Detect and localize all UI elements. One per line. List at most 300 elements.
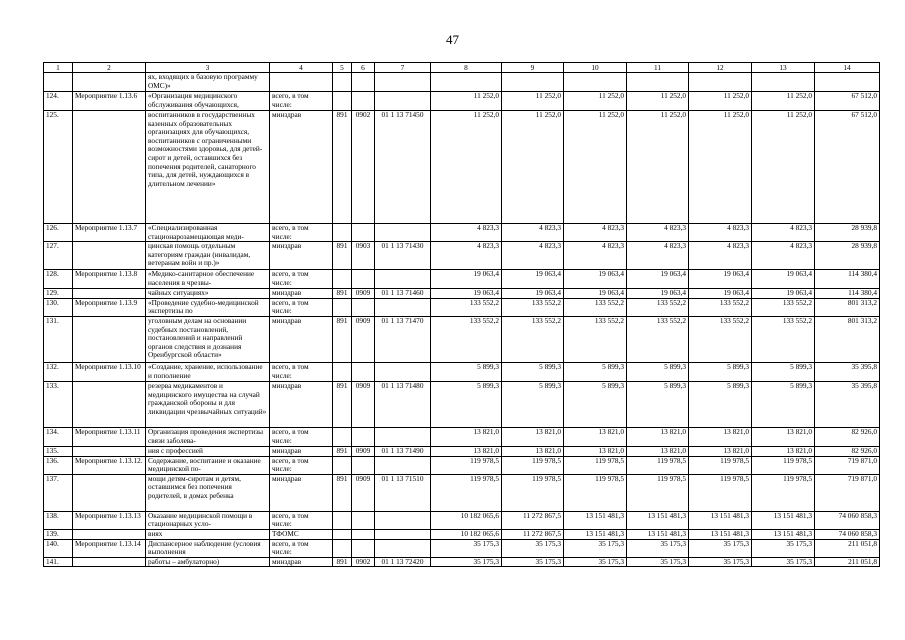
cell-section-code: 0909: [352, 474, 375, 511]
cell-executor: минздрав: [270, 381, 333, 427]
cell-year-2024: 133 552,2: [752, 298, 815, 316]
cell-total-sum: 28 939,8: [815, 224, 880, 242]
cell-year-2024: 5 899,3: [752, 362, 815, 381]
cell-year-2023: 4 823,3: [689, 224, 752, 242]
page-number: 47: [446, 32, 459, 47]
cell-event-description: цинская помощь отдельным категориям граждан (инвалидам, ветеранам войн и пр.)»: [146, 242, 270, 270]
cell-year-2024: 4 823,3: [752, 224, 815, 242]
cell-row-number: 137.: [44, 474, 73, 511]
column-header: 9: [502, 63, 564, 73]
cell-grbs-code: [333, 529, 352, 539]
cell-year-2019: 19 063,4: [431, 270, 502, 289]
cell-year-2024: 13 821,0: [752, 427, 815, 446]
cell-year-2024: 35 175,3: [752, 557, 815, 567]
cell-total-sum: 719 871,0: [815, 456, 880, 474]
cell-event-name: [73, 557, 146, 567]
cell-section-code: [352, 362, 375, 381]
cell-event-name: Мероприятие 1.13.12.: [73, 456, 146, 474]
cell-year-2023: 35 175,3: [689, 557, 752, 567]
cell-event-name: [73, 381, 146, 427]
cell-year-2022: 13 151 481,3: [627, 529, 689, 539]
cell-executor: всего, в том числе:: [270, 298, 333, 316]
cell-year-2019: [431, 73, 502, 92]
table-row: [44, 111, 880, 224]
cell-executor: минздрав: [270, 446, 333, 456]
cell-year-2020: 119 978,5: [502, 474, 564, 511]
cell-total-sum: 74 060 858,3: [815, 529, 880, 539]
cell-event-description: уголовным делам на основании судебных постановлений, постановлений и направлений органов следствия и дознания Оренбургской области»: [146, 316, 270, 362]
cell-year-2020: 133 552,2: [502, 316, 564, 362]
cell-total-sum: 801 313,2: [815, 298, 880, 316]
cell-event-name: [73, 446, 146, 456]
cell-target-article: [375, 92, 431, 111]
cell-section-code: [352, 529, 375, 539]
cell-event-name: [73, 289, 146, 299]
cell-target-article: [375, 529, 431, 539]
column-header: 4: [270, 63, 333, 73]
cell-year-2019: 10 182 065,6: [431, 511, 502, 529]
cell-grbs-code: 891: [333, 381, 352, 427]
cell-year-2024: 4 823,3: [752, 242, 815, 270]
column-header: 12: [689, 63, 752, 73]
cell-year-2023: 11 252,0: [689, 92, 752, 111]
cell-year-2024: 19 063,4: [752, 270, 815, 289]
table-row: [44, 289, 880, 299]
cell-year-2020: 19 063,4: [502, 289, 564, 299]
cell-year-2019: 133 552,2: [431, 298, 502, 316]
cell-year-2020: 5 899,3: [502, 381, 564, 427]
cell-target-article: 01 1 13 72420: [375, 557, 431, 567]
cell-target-article: 01 1 13 71480: [375, 381, 431, 427]
cell-year-2022: 119 978,5: [627, 456, 689, 474]
cell-row-number: 141.: [44, 557, 73, 567]
cell-event-description: чайных ситуациях»: [146, 289, 270, 299]
cell-section-code: 0902: [352, 557, 375, 567]
cell-year-2021: 133 552,2: [564, 316, 627, 362]
cell-year-2019: 19 063,4: [431, 289, 502, 299]
cell-year-2023: 11 252,0: [689, 111, 752, 224]
cell-executor: минздрав: [270, 111, 333, 224]
cell-year-2021: 119 978,5: [564, 456, 627, 474]
cell-year-2019: 11 252,0: [431, 111, 502, 224]
cell-year-2022: 5 899,3: [627, 381, 689, 427]
cell-target-article: 01 1 13 71430: [375, 242, 431, 270]
cell-year-2023: [689, 73, 752, 92]
cell-total-sum: 801 313,2: [815, 316, 880, 362]
cell-year-2020: 4 823,3: [502, 242, 564, 270]
cell-row-number: 140.: [44, 539, 73, 557]
cell-year-2022: 35 175,3: [627, 539, 689, 557]
column-header: 7: [375, 63, 431, 73]
cell-executor: всего, в том числе:: [270, 539, 333, 557]
column-header: 5: [333, 63, 352, 73]
cell-event-name: [73, 316, 146, 362]
cell-event-name: Мероприятие 1.13.7: [73, 224, 146, 242]
column-header: 14: [815, 63, 880, 73]
cell-section-code: 0903: [352, 242, 375, 270]
cell-year-2020: 11 252,0: [502, 92, 564, 111]
table-row: [44, 224, 880, 242]
cell-executor: всего, в том числе:: [270, 270, 333, 289]
cell-year-2023: 119 978,5: [689, 456, 752, 474]
cell-year-2023: 13 821,0: [689, 446, 752, 456]
cell-event-name: Мероприятие 1.13.8: [73, 270, 146, 289]
table-row: [44, 456, 880, 474]
cell-year-2023: 5 899,3: [689, 362, 752, 381]
cell-total-sum: 114 380,4: [815, 270, 880, 289]
cell-year-2022: 11 252,0: [627, 111, 689, 224]
cell-total-sum: 67 512,0: [815, 111, 880, 224]
cell-year-2024: 11 252,0: [752, 111, 815, 224]
cell-section-code: [352, 427, 375, 446]
cell-section-code: [352, 224, 375, 242]
cell-year-2021: 5 899,3: [564, 381, 627, 427]
cell-grbs-code: 891: [333, 446, 352, 456]
column-header: 1: [44, 63, 73, 73]
cell-year-2020: 11 272 867,5: [502, 529, 564, 539]
table-row: [44, 316, 880, 362]
cell-section-code: 0909: [352, 316, 375, 362]
table-row: [44, 511, 880, 529]
cell-event-description: Организация проведения экспертизы связи заболева-: [146, 427, 270, 446]
cell-year-2024: 13 151 481,3: [752, 529, 815, 539]
table-row: [44, 242, 880, 270]
cell-year-2020: 35 175,3: [502, 539, 564, 557]
cell-section-code: [352, 456, 375, 474]
cell-target-article: 01 1 13 71510: [375, 474, 431, 511]
cell-grbs-code: 891: [333, 289, 352, 299]
cell-grbs-code: [333, 224, 352, 242]
cell-year-2024: 5 899,3: [752, 381, 815, 427]
cell-target-article: [375, 511, 431, 529]
cell-year-2020: 119 978,5: [502, 456, 564, 474]
cell-row-number: 130.: [44, 298, 73, 316]
cell-year-2019: 4 823,3: [431, 224, 502, 242]
cell-year-2022: 11 252,0: [627, 92, 689, 111]
cell-event-name: Мероприятие 1.13.6: [73, 92, 146, 111]
cell-event-name: [73, 111, 146, 224]
cell-executor: минздрав: [270, 316, 333, 362]
cell-row-number: [44, 73, 73, 92]
cell-target-article: [375, 456, 431, 474]
cell-year-2021: 13 151 481,3: [564, 529, 627, 539]
cell-event-name: Мероприятие 1.13.9: [73, 298, 146, 316]
table-row: [44, 427, 880, 446]
cell-year-2024: 35 175,3: [752, 539, 815, 557]
cell-year-2020: [502, 73, 564, 92]
cell-year-2023: 5 899,3: [689, 381, 752, 427]
cell-grbs-code: 891: [333, 242, 352, 270]
cell-target-article: [375, 224, 431, 242]
cell-section-code: [352, 270, 375, 289]
cell-year-2022: 13 821,0: [627, 427, 689, 446]
cell-executor: [270, 73, 333, 92]
cell-event-description: «Создание, хранение, использование и пополнение: [146, 362, 270, 381]
cell-section-code: [352, 539, 375, 557]
cell-row-number: 124.: [44, 92, 73, 111]
cell-year-2021: 11 252,0: [564, 92, 627, 111]
column-header: 2: [73, 63, 146, 73]
table-row: [44, 539, 880, 557]
cell-year-2022: 13 151 481,3: [627, 511, 689, 529]
cell-target-article: [375, 270, 431, 289]
table-row: [44, 474, 880, 511]
cell-event-description: Оказание медицинской помощи в стационарных усло-: [146, 511, 270, 529]
cell-year-2019: 13 821,0: [431, 427, 502, 446]
cell-row-number: 127.: [44, 242, 73, 270]
cell-year-2023: 13 821,0: [689, 427, 752, 446]
cell-year-2022: 5 899,3: [627, 362, 689, 381]
table-row: [44, 73, 880, 92]
column-header: 3: [146, 63, 270, 73]
cell-row-number: 132.: [44, 362, 73, 381]
cell-year-2020: 13 821,0: [502, 427, 564, 446]
cell-year-2022: 13 821,0: [627, 446, 689, 456]
cell-year-2021: 35 175,3: [564, 557, 627, 567]
cell-grbs-code: 891: [333, 316, 352, 362]
cell-year-2020: 11 252,0: [502, 111, 564, 224]
cell-executor: минздрав: [270, 289, 333, 299]
cell-event-name: Мероприятие 1.13.13: [73, 511, 146, 529]
cell-grbs-code: 891: [333, 111, 352, 224]
cell-year-2021: 133 552,2: [564, 298, 627, 316]
cell-event-description: «Проведение судебно-медицинской экспертизы по: [146, 298, 270, 316]
cell-year-2021: 4 823,3: [564, 242, 627, 270]
cell-year-2023: 133 552,2: [689, 316, 752, 362]
cell-event-description: Диспансерное наблюдение (условия выполнения: [146, 539, 270, 557]
cell-year-2021: 119 978,5: [564, 474, 627, 511]
cell-event-name: [73, 474, 146, 511]
cell-section-code: 0909: [352, 446, 375, 456]
cell-event-name: Мероприятие 1.13.10: [73, 362, 146, 381]
column-header: 10: [564, 63, 627, 73]
cell-target-article: 01 1 13 71470: [375, 316, 431, 362]
cell-event-description: «Организация медицинского обслуживания обучающихся,: [146, 92, 270, 111]
table-row: [44, 381, 880, 427]
cell-section-code: 0902: [352, 111, 375, 224]
cell-total-sum: 74 060 858,3: [815, 511, 880, 529]
cell-year-2019: 5 899,3: [431, 381, 502, 427]
cell-event-name: [73, 242, 146, 270]
cell-section-code: [352, 298, 375, 316]
cell-row-number: 136.: [44, 456, 73, 474]
cell-executor: всего, в том числе:: [270, 511, 333, 529]
cell-executor: всего, в том числе:: [270, 427, 333, 446]
cell-year-2020: 11 272 867,5: [502, 511, 564, 529]
cell-grbs-code: [333, 270, 352, 289]
cell-year-2022: 133 552,2: [627, 316, 689, 362]
cell-year-2021: 13 151 481,3: [564, 511, 627, 529]
cell-section-code: [352, 92, 375, 111]
cell-event-name: [73, 529, 146, 539]
cell-year-2021: 13 821,0: [564, 427, 627, 446]
cell-grbs-code: [333, 298, 352, 316]
cell-grbs-code: [333, 73, 352, 92]
cell-year-2023: 35 175,3: [689, 539, 752, 557]
cell-year-2024: 11 252,0: [752, 92, 815, 111]
cell-year-2023: 4 823,3: [689, 242, 752, 270]
cell-row-number: 134.: [44, 427, 73, 446]
cell-row-number: 135.: [44, 446, 73, 456]
cell-executor: минздрав: [270, 557, 333, 567]
cell-total-sum: 82 926,0: [815, 446, 880, 456]
cell-target-article: [375, 362, 431, 381]
cell-year-2024: 119 978,5: [752, 456, 815, 474]
cell-executor: всего, в том числе:: [270, 456, 333, 474]
cell-year-2022: 119 978,5: [627, 474, 689, 511]
column-header: 6: [352, 63, 375, 73]
table-row: [44, 298, 880, 316]
cell-event-description: мощи детям-сиротам и детям, оставшимся без попечения родителей, в домах ребенка: [146, 474, 270, 511]
cell-target-article: 01 1 13 71460: [375, 289, 431, 299]
cell-target-article: [375, 73, 431, 92]
cell-total-sum: 114 380,4: [815, 289, 880, 299]
cell-grbs-code: [333, 92, 352, 111]
cell-total-sum: 211 051,8: [815, 557, 880, 567]
cell-executor: всего, в том числе:: [270, 224, 333, 242]
column-header: 13: [752, 63, 815, 73]
cell-year-2023: 133 552,2: [689, 298, 752, 316]
cell-event-description: «Специализированная стационарозамещающая меди-: [146, 224, 270, 242]
cell-total-sum: 211 051,8: [815, 539, 880, 557]
cell-year-2020: 4 823,3: [502, 224, 564, 242]
cell-executor: всего, в том числе:: [270, 92, 333, 111]
cell-grbs-code: [333, 362, 352, 381]
cell-year-2023: 13 151 481,3: [689, 529, 752, 539]
cell-total-sum: [815, 73, 880, 92]
cell-year-2023: 13 151 481,3: [689, 511, 752, 529]
cell-year-2023: 19 063,4: [689, 289, 752, 299]
cell-section-code: 0909: [352, 381, 375, 427]
cell-total-sum: 28 939,8: [815, 242, 880, 270]
cell-section-code: 0909: [352, 289, 375, 299]
cell-year-2023: 119 978,5: [689, 474, 752, 511]
cell-target-article: [375, 539, 431, 557]
table-row: [44, 446, 880, 456]
cell-target-article: [375, 427, 431, 446]
cell-year-2021: 5 899,3: [564, 362, 627, 381]
cell-row-number: 129.: [44, 289, 73, 299]
cell-grbs-code: 891: [333, 474, 352, 511]
cell-year-2019: 4 823,3: [431, 242, 502, 270]
cell-row-number: 131.: [44, 316, 73, 362]
cell-year-2020: 133 552,2: [502, 298, 564, 316]
cell-total-sum: 35 395,8: [815, 362, 880, 381]
cell-executor: минздрав: [270, 242, 333, 270]
cell-target-article: 01 1 13 71450: [375, 111, 431, 224]
cell-year-2024: 19 063,4: [752, 289, 815, 299]
table-row: [44, 557, 880, 567]
cell-total-sum: 35 395,8: [815, 381, 880, 427]
cell-event-description: ния с профессией: [146, 446, 270, 456]
cell-year-2019: 119 978,5: [431, 456, 502, 474]
cell-year-2019: 5 899,3: [431, 362, 502, 381]
cell-event-name: Мероприятие 1.13.11: [73, 427, 146, 446]
cell-year-2020: 13 821,0: [502, 446, 564, 456]
cell-event-description: «Медико-санитарное обеспечение населения в чрезвы-: [146, 270, 270, 289]
column-header: 8: [431, 63, 502, 73]
cell-year-2021: 19 063,4: [564, 270, 627, 289]
cell-event-description: воспитанников в государственных казенных образовательных организациях для обучающихся, воспитанников с ограниченными возможностями здоровья, для детей-сирот и детей, оставшихся без попечения родителей, санаторного типа, для детей, нуждающихся в длительном лечении»: [146, 111, 270, 224]
budget-table: [43, 62, 880, 567]
cell-total-sum: 82 926,0: [815, 427, 880, 446]
cell-event-name: [73, 73, 146, 92]
table-row: [44, 529, 880, 539]
cell-year-2021: [564, 73, 627, 92]
cell-executor: минздрав: [270, 474, 333, 511]
table-row: [44, 270, 880, 289]
cell-row-number: 138.: [44, 511, 73, 529]
cell-event-description: виях: [146, 529, 270, 539]
cell-row-number: 125.: [44, 111, 73, 224]
cell-year-2020: 5 899,3: [502, 362, 564, 381]
cell-year-2019: 11 252,0: [431, 92, 502, 111]
cell-event-description: резерва медикаментов и медицинского имущества на случай гражданской обороны и для ликвидации чрезвычайных ситуаций»: [146, 381, 270, 427]
table-row: [44, 362, 880, 381]
cell-year-2021: 35 175,3: [564, 539, 627, 557]
cell-year-2019: 35 175,3: [431, 539, 502, 557]
cell-year-2022: [627, 73, 689, 92]
cell-grbs-code: 891: [333, 557, 352, 567]
cell-year-2019: 35 175,3: [431, 557, 502, 567]
cell-year-2024: 13 151 481,3: [752, 511, 815, 529]
cell-year-2024: 119 978,5: [752, 474, 815, 511]
cell-year-2024: [752, 73, 815, 92]
cell-year-2021: 13 821,0: [564, 446, 627, 456]
cell-event-description: Содержание, воспитание и оказание медицинской по-: [146, 456, 270, 474]
table-row: [44, 92, 880, 111]
cell-executor: ТФОМС: [270, 529, 333, 539]
cell-row-number: 139.: [44, 529, 73, 539]
cell-year-2022: 4 823,3: [627, 224, 689, 242]
cell-year-2024: 13 821,0: [752, 446, 815, 456]
cell-year-2020: 35 175,3: [502, 557, 564, 567]
cell-event-description: ях, входящих в базовую программу ОМС)»: [146, 73, 270, 92]
cell-year-2019: 133 552,2: [431, 316, 502, 362]
cell-grbs-code: [333, 427, 352, 446]
cell-event-description: работы – амбулаторно): [146, 557, 270, 567]
cell-year-2021: 11 252,0: [564, 111, 627, 224]
cell-row-number: 133.: [44, 381, 73, 427]
cell-year-2024: 133 552,2: [752, 316, 815, 362]
cell-year-2022: 19 063,4: [627, 270, 689, 289]
cell-year-2022: 4 823,3: [627, 242, 689, 270]
cell-grbs-code: [333, 539, 352, 557]
cell-total-sum: 719 871,0: [815, 474, 880, 511]
cell-grbs-code: [333, 511, 352, 529]
cell-row-number: 128.: [44, 270, 73, 289]
cell-year-2021: 4 823,3: [564, 224, 627, 242]
cell-event-name: Мероприятие 1.13.14: [73, 539, 146, 557]
cell-year-2020: 19 063,4: [502, 270, 564, 289]
cell-section-code: [352, 511, 375, 529]
cell-year-2019: 13 821,0: [431, 446, 502, 456]
cell-year-2019: 10 182 065,6: [431, 529, 502, 539]
cell-section-code: [352, 73, 375, 92]
column-header: 11: [627, 63, 689, 73]
cell-year-2023: 19 063,4: [689, 270, 752, 289]
cell-year-2022: 133 552,2: [627, 298, 689, 316]
cell-target-article: [375, 298, 431, 316]
cell-target-article: 01 1 13 71490: [375, 446, 431, 456]
column-number-row: [44, 63, 880, 73]
cell-executor: всего, в том числе:: [270, 362, 333, 381]
cell-year-2019: 119 978,5: [431, 474, 502, 511]
cell-year-2021: 19 063,4: [564, 289, 627, 299]
cell-grbs-code: [333, 456, 352, 474]
cell-row-number: 126.: [44, 224, 73, 242]
cell-year-2022: 19 063,4: [627, 289, 689, 299]
